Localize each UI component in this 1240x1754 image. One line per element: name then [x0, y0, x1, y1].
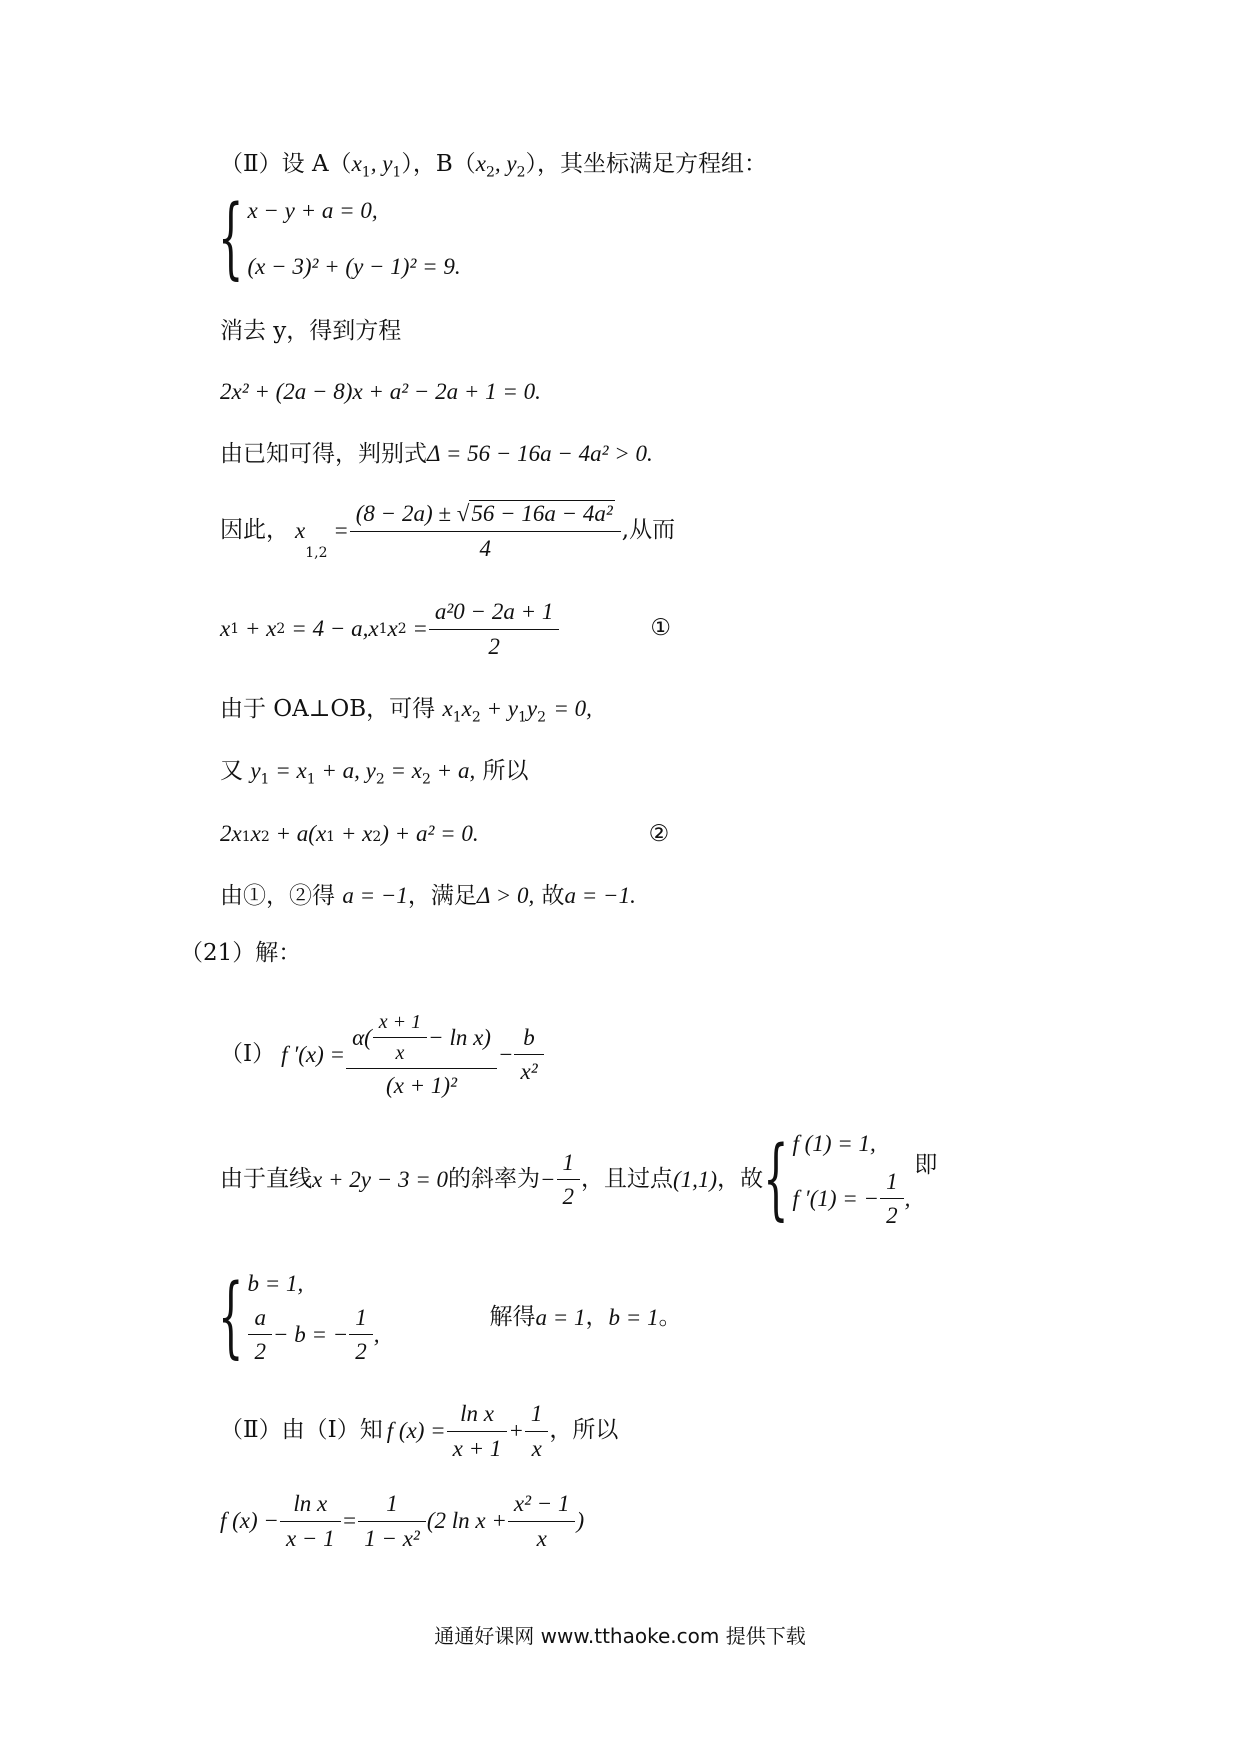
system1-row1: x − y + a = 0,	[247, 198, 378, 223]
conclusion-1: 由①，②得 a = −1，满足Δ > 0, 故a = −1.	[220, 883, 636, 909]
marker-2: ②	[648, 821, 670, 847]
part2-intro: （Ⅱ）设 $A(x_1$, $y_1$），$B(x_2$, $y_2$），其坐标满足方程组：	[220, 151, 768, 181]
part2-function: （Ⅱ）由（Ⅰ）知 f (x) = $\frac{\text{ln x}}{x + 1}$ + $\frac{1}{x}$ ，所以	[220, 1401, 619, 1461]
roots-formula: 因此， x 1,2 = $\frac{\text{(8 − 2a) ± √56 − 16a − 4a²}}{4}$ ,从而	[220, 501, 676, 562]
derivative-formula: （Ⅰ） f ′(x) = α( $\frac{x + 1}{x}$ − ln x) (x + 1)² − $\frac{b}{\text{x²}}$	[220, 1010, 545, 1100]
question-21-heading: （21）解：	[180, 940, 302, 966]
perpendicular-line: 由于 OA⊥OB，可得 $x_1x_2 + y_1y_2 = 0$,	[220, 696, 592, 726]
marker-1: ①	[650, 615, 671, 642]
equation-system-2: { b = 1, $\frac{a}{2}$ − b = − $\frac{1}{2}$ , 解得 a = 1 ， b = 1 。	[218, 1267, 682, 1369]
final-expression: f (x) − $\frac{\text{ln x}}{x - 1}$ = $\frac{1}{\text{1 − x²}}$ (2 ln x + $\frac{\text{x² − 1}}{x}$ )	[220, 1491, 585, 1551]
quadratic-equation: 2x² + (2a − 8)x + a² − 2a + 1 = 0.	[220, 379, 541, 404]
equation-2: 2x 1 x 2 + a(x 1 + x 2 ) + a² = 0. ②	[220, 821, 670, 847]
also-line: 又 $y_1 = x_1 + a$, $y_2 = x_2 + a$, 所以	[220, 758, 529, 788]
line-slope-text: 由于直线 x + 2y − 3 = 0 的斜率为 − $\frac{1}{2}$ ，且过点 (1,1) ，故 { f (1) = 1, f ′(1) = − $\frac{1}{2}$ , 即	[220, 1129, 938, 1231]
discriminant-line: 由已知可得，判别式Δ = 56 − 16a − 4a² > 0.	[220, 441, 653, 467]
system1-row2: (x − 3)² + (y − 1)² = 9.	[247, 254, 461, 279]
page-footer: 通通好课网 www.tthaoke.com 提供下载	[434, 1624, 806, 1648]
vieta-formula: x 1 + x 2 = 4 − a, x 1 x 2 = $\frac{\text{a²0 − 2a + 1}}{2}$ ①	[220, 599, 671, 659]
eliminate-text: 消去 y，得到方程	[220, 318, 402, 344]
equation-system-1: { x − y + a = 0, (x − 3)² + (y − 1)² = 9.	[218, 188, 461, 290]
